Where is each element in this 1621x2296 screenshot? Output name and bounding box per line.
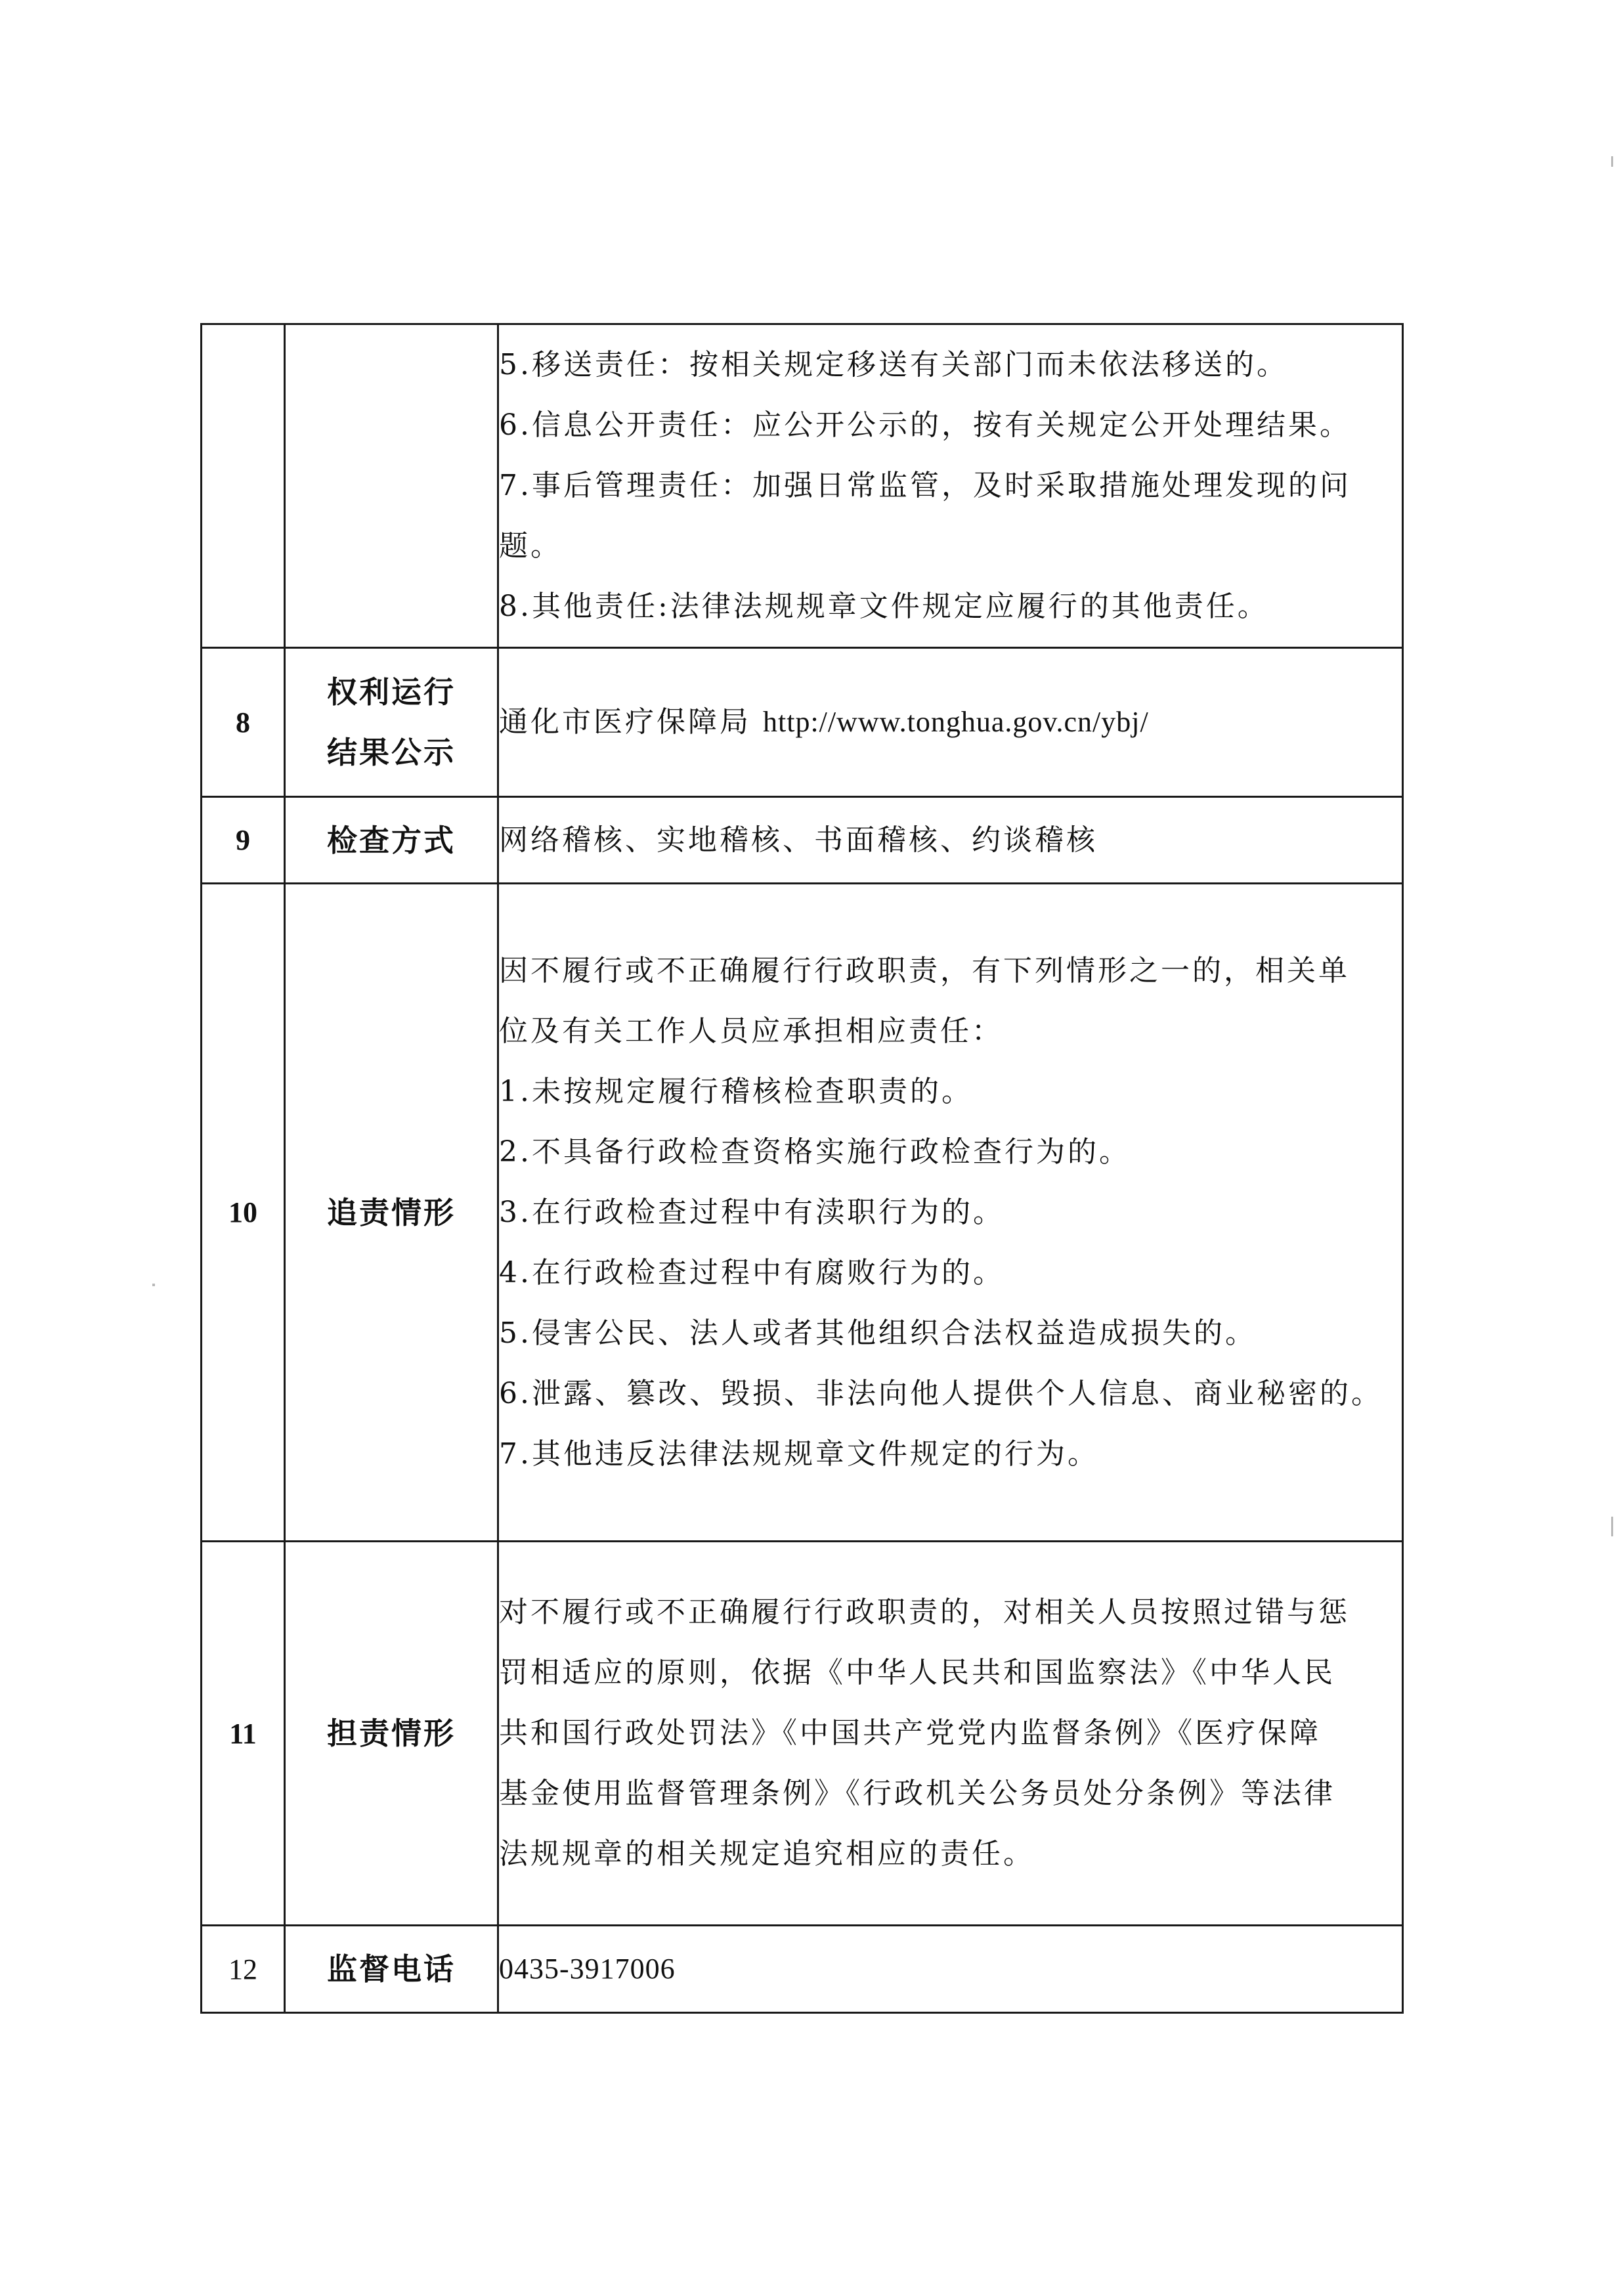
row-description-cell	[498, 324, 1403, 648]
item-line: 结果公示	[327, 735, 456, 770]
row-item-cell	[285, 324, 498, 648]
row-number-cell: 9	[202, 797, 285, 884]
description-line: 因不履行或不正确履行行政职责，有下列情形之一的，相关单	[499, 953, 1350, 987]
description-line: 8.其他责任:法律法规规章文件规定应履行的其他责任。	[499, 590, 1269, 623]
description-line: 基金使用监督管理条例》《行政机关公务员处分条例》等法律	[499, 1777, 1335, 1810]
description-line: 7.事后管理责任：加强日常监管，及时采取措施处理发现的问	[499, 469, 1351, 502]
description-line: 2.不具备行政检查资格实施行政检查行为的。	[499, 1135, 1131, 1169]
row-number-cell: 12	[202, 1926, 285, 2013]
row-description-cell	[498, 648, 1403, 797]
description-line: 位及有关工作人员应承担相应责任：	[499, 1014, 1003, 1048]
table-row-12	[202, 1926, 1403, 2013]
phone-number: 0435-3917006	[499, 1953, 676, 1985]
row-number-cell	[202, 324, 285, 648]
row-description-cell: 网络稽核、实地稽核、书面稽核、约谈稽核	[498, 797, 1403, 884]
description-line: 5.移送责任：按相关规定移送有关部门而未依法移送的。	[499, 348, 1288, 381]
table-row-continuation	[202, 324, 1403, 648]
agency-url-link[interactable]: http://www.tonghua.gov.cn/ybj/	[763, 706, 1149, 738]
table-row-11	[202, 1542, 1403, 1926]
row-item-cell: 担责情形	[285, 1542, 498, 1926]
description-line: 3.在行政检查过程中有渎职行为的。	[499, 1195, 1005, 1229]
row-description-cell	[498, 884, 1403, 1542]
description-line: 7.其他违反法律法规规章文件规定的行为。	[499, 1437, 1099, 1471]
description-line: 共和国行政处罚法》《中国共产党党内监督条例》《医疗保障	[499, 1716, 1321, 1750]
description-line: 5.侵害公民、法人或者其他组织合法权益造成损失的。	[499, 1316, 1257, 1350]
description-line: 6.泄露、篡改、毁损、非法向他人提供个人信息、商业秘密的。	[499, 1376, 1383, 1410]
description-line: 6.信息公开责任：应公开公示的，按有关规定公开处理结果。	[499, 408, 1351, 442]
row-description-cell	[498, 1926, 1403, 2013]
description-line: 题。	[499, 529, 562, 563]
responsibility-table	[200, 323, 1404, 2014]
description-line: 1.未按规定履行稽核检查职责的。	[499, 1074, 973, 1108]
table-row-9	[202, 797, 1403, 884]
table-row-8	[202, 648, 1403, 797]
scan-artifact	[152, 1284, 155, 1286]
row-number-cell: 11	[202, 1542, 285, 1926]
scan-artifact	[1611, 156, 1613, 167]
row-item-cell: 监督电话	[285, 1926, 498, 2013]
row-item-cell: 检查方式	[285, 797, 498, 884]
description-line: 4.在行政检查过程中有腐败行为的。	[499, 1255, 1005, 1289]
row-item-cell: 追责情形	[285, 884, 498, 1542]
scan-artifact	[1611, 1517, 1613, 1536]
row-description-cell	[498, 1542, 1403, 1926]
description-line: 法规规章的相关规定追究相应的责任。	[499, 1837, 1035, 1871]
row-number-cell: 8	[202, 648, 285, 797]
item-line: 权利运行	[327, 674, 456, 710]
agency-name: 通化市医疗保障局	[499, 705, 751, 739]
table-row-10	[202, 884, 1403, 1542]
row-item-cell	[285, 648, 498, 797]
row-number-cell: 10	[202, 884, 285, 1542]
description-line: 对不履行或不正确履行行政职责的，对相关人员按照过错与惩	[499, 1595, 1350, 1629]
description-line: 罚相适应的原则，依据《中华人民共和国监察法》《中华人民	[499, 1656, 1335, 1689]
